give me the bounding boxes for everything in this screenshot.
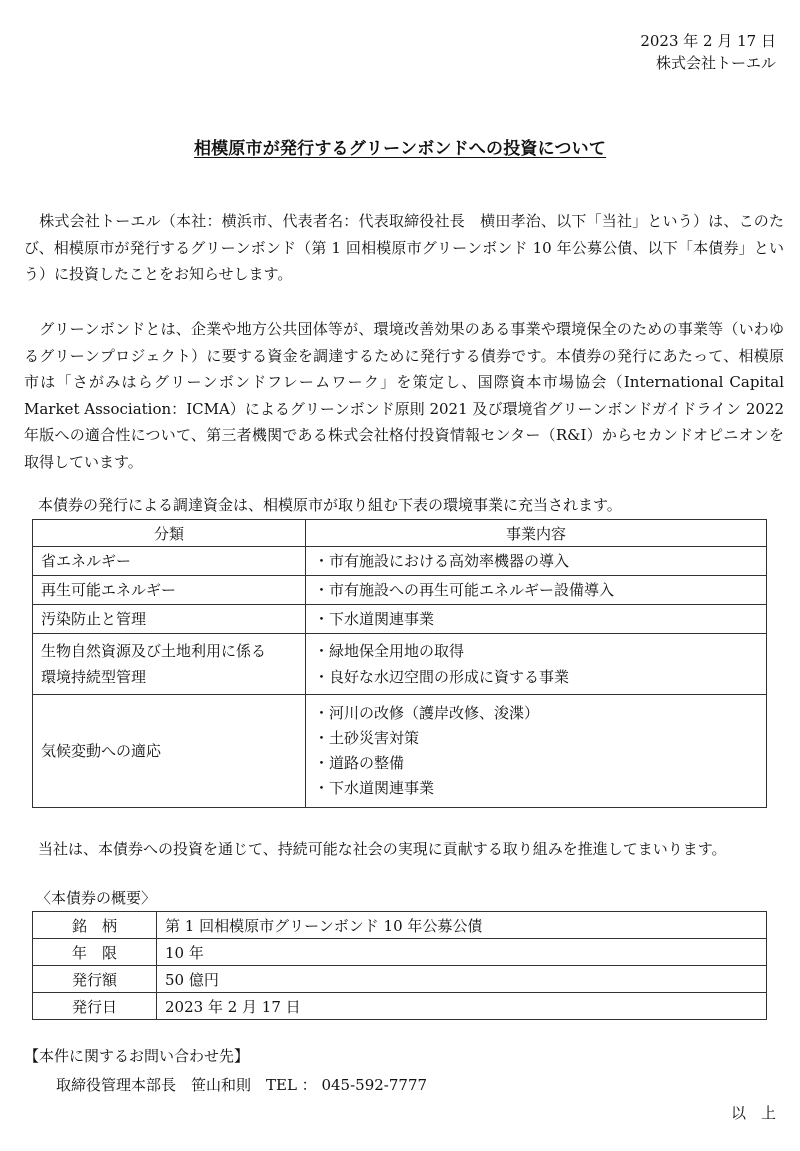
content-item: ・ 下水道関連事業 (314, 607, 758, 631)
green-bond-explanation-paragraph: グリーンボンドとは、企業や地方公共団体等が、環境改善効果のある事業や環境保全のための事業等（いわゆるグリーンプロジェクト）に要する資金を調達するために発行する債券です。本債券の発行にあたって、相模原市は「さがみはらグリーンボンドフレームワーク」を策定し、国際資本市場協会（International Capital Market Association：ICMA）によるグリーンボンド原則 2021 及び環境省グリーンボンドガイドライン 2022 年版への適合性について、第三者機関である株式会社格付投資情報センター（R&I）からセカンドオピニオンを取得しています。 (24, 320, 784, 471)
contact-heading: 【本件に関するお問い合わせ先】 (24, 1047, 250, 1065)
category-cell: 汚染防止と管理 (33, 605, 306, 634)
content-item: ・ 市有施設への再生可能エネルギー設備導入 (314, 578, 758, 602)
projects-table (32, 519, 767, 808)
overview-value: 50 億円 (157, 966, 767, 993)
table-row (33, 547, 767, 576)
overview-value: 10 年 (157, 939, 767, 966)
content-item: ・ 市有施設における高効率機器の導入 (314, 549, 758, 573)
content-cell (306, 695, 767, 808)
bond-overview-table (32, 911, 767, 1020)
table-row (33, 576, 767, 605)
overview-key: 発行額 (33, 966, 157, 993)
overview-value: 2023 年 2 月 17 日 (157, 993, 767, 1020)
header-category: 分類 (33, 520, 306, 547)
table-row (33, 605, 767, 634)
table-row (33, 634, 767, 695)
commitment-statement: 当社は、本債券への投資を通じて、持続可能な社会の実現に貢献する取り組みを推進してまいります。 (38, 840, 727, 858)
content-cell (306, 576, 767, 605)
category-cell: 省エネルギー (33, 547, 306, 576)
content-cell (306, 605, 767, 634)
document-title: 相模原市が発行するグリーンボンドへの投資について (193, 139, 607, 159)
header-business-content: 事業内容 (306, 520, 767, 547)
category-cell (33, 634, 306, 695)
table-row (33, 993, 767, 1020)
category-cell: 再生可能エネルギー (33, 576, 306, 605)
closing-mark: 以 上 (730, 1104, 776, 1122)
table-row (33, 939, 767, 966)
content-item: ・ 下水道関連事業 (314, 776, 758, 801)
content-cell (306, 547, 767, 576)
category-line: 環境持続型管理 (41, 668, 147, 686)
overview-key: 発行日 (33, 993, 157, 1020)
issuer-company: 株式会社トーエル (655, 54, 776, 72)
content-item: ・ 河川の改修（護岸改修、浚渫） (314, 701, 758, 726)
table-row (33, 966, 767, 993)
content-cell (306, 634, 767, 695)
table-row (33, 912, 767, 939)
overview-value: 第 1 回相模原市グリーンボンド 10 年公募公債 (157, 912, 767, 939)
projects-table-intro: 本債券の発行による調達資金は、相模原市が取り組む下表の環境事業に充当されます。 (38, 496, 622, 514)
projects-table-header-row (33, 520, 767, 547)
table-row (33, 695, 767, 808)
category-cell: 気候変動への適応 (33, 695, 306, 808)
document-date: 2023 年 2 月 17 日 (640, 32, 776, 50)
category-line: 生物自然資源及び土地利用に係る (41, 642, 267, 660)
announcement-paragraph: 株式会社トーエル（本社：横浜市、代表者名：代表取締役社長 横田孝治、以下「当社」という）は、このたび、相模原市が発行するグリーンボンド（第 1 回相模原市グリーンボンド 10 年公募公債、以下「本債券」という）に投資したことをお知らせします。 (24, 212, 784, 283)
content-item: ・ 道路の整備 (314, 751, 758, 776)
overview-key: 銘 柄 (33, 912, 157, 939)
bond-overview-label: 〈本債券の概要〉 (36, 889, 157, 907)
overview-key: 年 限 (33, 939, 157, 966)
contact-details: 取締役管理本部長 笹山和則 TEL ： 045-592-7777 (56, 1076, 428, 1094)
content-item: ・ 緑地保全用地の取得 (314, 638, 758, 664)
content-item: ・ 良好な水辺空間の形成に資する事業 (314, 664, 758, 690)
content-item: ・ 土砂災害対策 (314, 726, 758, 751)
